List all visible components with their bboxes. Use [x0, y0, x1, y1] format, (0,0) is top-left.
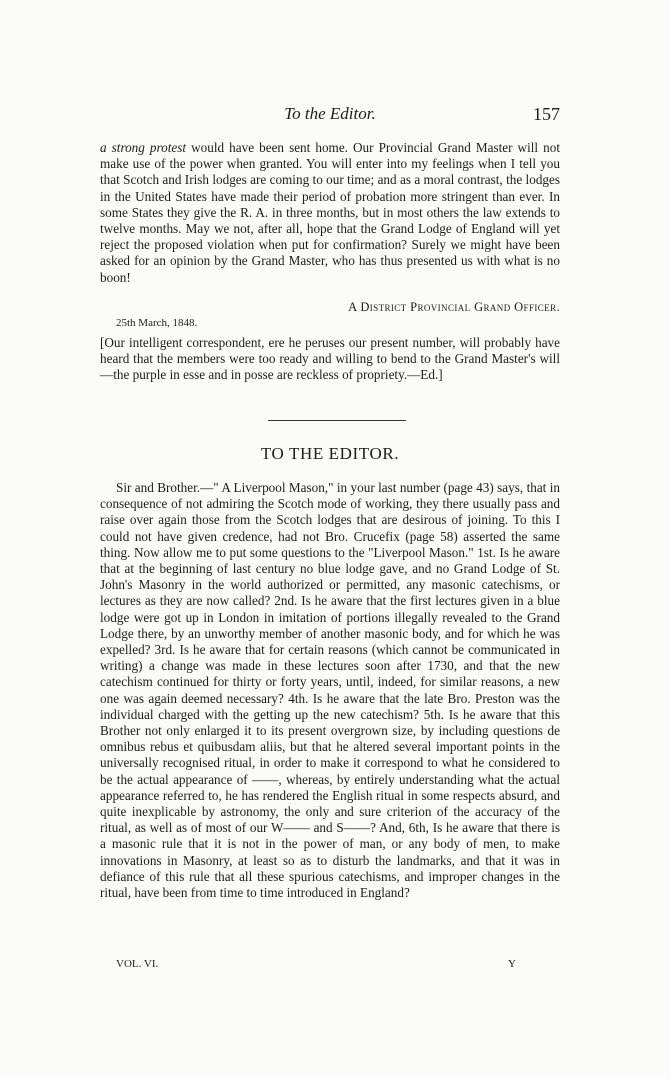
- page-header: [100, 104, 560, 128]
- letter-signature: A District Provincial Grand Officer.: [348, 300, 560, 314]
- section-divider: [268, 420, 406, 421]
- page-number: 157: [533, 104, 560, 124]
- page-footer: [116, 958, 516, 972]
- volume-label: VOL. VI.: [116, 958, 159, 970]
- letter-paragraph-2: Sir and Brother.—" A Liverpool Mason," in your last number (page 43) says, that in consequence of not admiring the Scotch mode of working, they there usually pass and raise over again those from the Scotch lodges that are desirous of joining. To this I could not have given credence, had not Bro. Crucefix (page 58) asserted the same thing. Now allow me to put some questions to the "Liverpool Mason." 1st. Is he aware that at the beginning of last century no blue lodge gave, and no Grand Lodge of St. John's Masonry in the world authorized or permitted, any masonic catechisms, or lectures as they are now called? 2nd. Is he aware that the first lectures given in a blue lodge were got up in London in imitation of portions illegally revealed to the Grand Lodge there, by an unworthy member of another masonic body, and for which he was expelled? 3rd. Is he aware that for certain reasons (which cannot be communicated in writing) a change was made in these lectures soon after 1730, and that the new catechism continued for thirty or forty years, until, indeed, for similar reasons, a new one was again deemed necessary? 4th. Is he aware that the late Bro. Preston was the individual charged with the getting up the new catechism? 5th. Is he aware that this Brother not only enlarged it to its present overgrown size, by including questions de omnibus rebus et quibusdam aliis, but that he altered several important points in the universally recognised ritual, in order to make it correspond to what he considered to be the actual appearance of ——, whereas, by entirely understanding what the actual appearance referred to, he has rendered the English ritual in some respects absurd, and quite inexplicable by astronomy, the only and sure criterion of the accuracy of the ritual, as well as of most of our W—— and S——? And, 6th, Is he aware that there is a masonic rule that it is not in the power of man, or any body of men, to make innovations in Masonry, at least so as to disturb the landmarks, and that it was in defiance of this rule that all these spurious catechisms, and improper changes in the ritual, have been from time to time introduced in England?: [100, 480, 560, 901]
- section-title: TO THE EDITOR.: [260, 444, 400, 463]
- editor-note: [Our intelligent correspondent, ere he peruses our present number, will probably have heard that the members were too ready and willing to bend to the Grand Master's will—the purple in esse and in posse are reckless of propriety.—Ed.]: [100, 335, 560, 383]
- running-title: To the Editor.: [284, 104, 376, 123]
- letter-date: 25th March, 1848.: [116, 317, 198, 329]
- letter-lead-italic: a strong protest: [100, 140, 187, 155]
- signature-mark: Y: [508, 958, 516, 970]
- letter-paragraph-1: [100, 140, 560, 286]
- letter-body-1: would have been sent home. Our Provincial Grand Master will not make use of the power when granted. You will enter into my feelings when I tell you that Scotch and Irish lodges are coming to our time; and as a moral contrast, the lodges in the United States have made their period of probation more stringent than ever. In some States they give the R. A. in three months, but in most others the law extends to twelve months. May we not, after all, hope that the Grand Lodge of England will yet reject the proposed violation when put for confirmation? Surely we might have been asked for an opinion by the Grand Master, who has thus presented us with what is no boon!: [100, 140, 560, 285]
